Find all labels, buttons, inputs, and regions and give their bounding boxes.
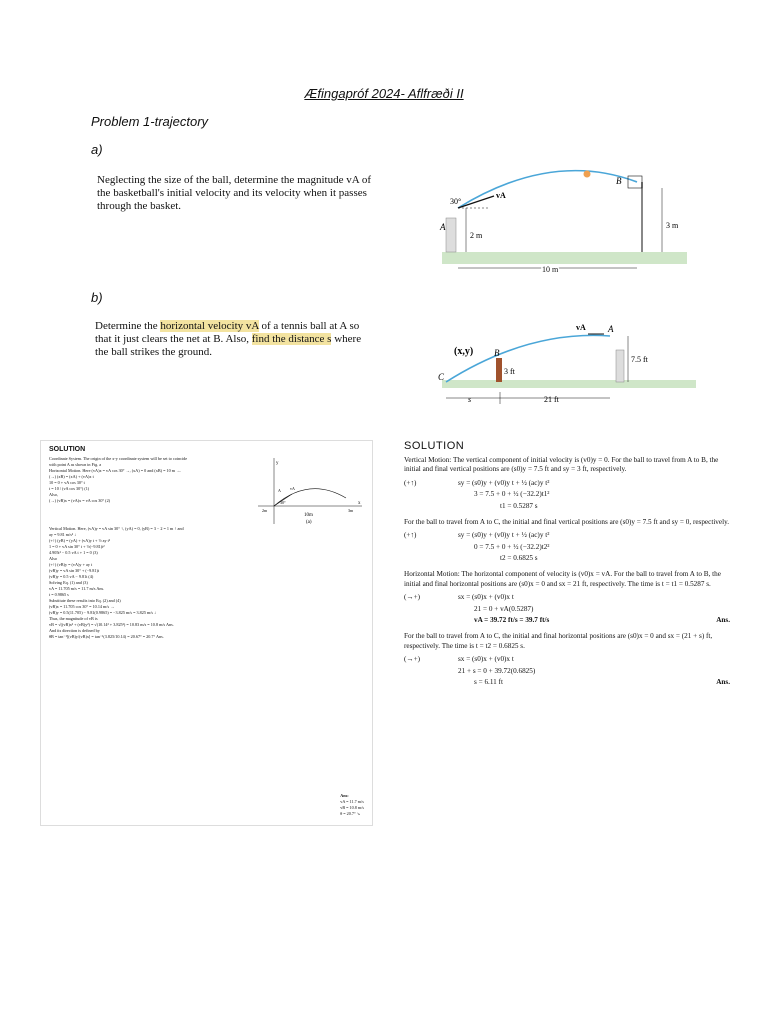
solution-b-equation: 21 = 0 + vA(0.5287) [474, 604, 534, 613]
solution-a-line: Horizontal Motion. Here (vA)x = vA cos 30° →, (xA) = 0 and (xB) = 10 m →. [49, 468, 182, 473]
s-label: s [468, 395, 472, 404]
part-b-text-pre: Determine the [95, 320, 161, 332]
net-height-label: 3 ft [504, 367, 515, 376]
fig-a-caption: (a) [306, 520, 312, 525]
fig-10m-label: 10m [304, 513, 313, 518]
answer-vb: vB = 10.8 m/s [340, 805, 364, 810]
solution-b-equation: t1 = 0.5287 s [500, 501, 538, 510]
fig-3m-label: 3m [348, 508, 354, 513]
solution-b-equation: (+↑) sy = (s0)y + (v0)y t + ½ (ac)y t² [404, 478, 550, 487]
ground [442, 380, 696, 388]
ground [442, 252, 687, 264]
solution-a-line: Vertical Motion. Here, (vA)y = vA sin 30° ↑, (yA) = 0, (yB) = 3 − 2 = 1 m ↑ and [49, 526, 184, 531]
height-b-label: 3 m [666, 221, 679, 230]
part-b-highlight-1: horizontal velocity vA [160, 320, 259, 332]
player [446, 218, 456, 252]
problem-heading: Problem 1-trajectory [91, 114, 209, 129]
va-label: vA [496, 191, 506, 200]
angle-label: 30° [450, 197, 462, 206]
solution-b-equation: (→+) sx = (s0)x + (v0)x t [404, 655, 514, 664]
part-b-highlight-2: find the distance s [251, 333, 332, 345]
part-a-label: a) [91, 142, 103, 157]
basketball-figure [432, 168, 692, 280]
height-a-label: 2 m [470, 231, 483, 240]
part-a-text: Neglecting the size of the ball, determine the magnitude vA of the basketball's initial velocity and its velocity when it passes through the basket. [97, 174, 371, 212]
solution-a-heading: SOLUTION [49, 446, 86, 453]
part-b-text-post: where the ball strikes the ground. [95, 333, 362, 358]
solution-a-line: (→) (xB) = (xA) + (vA)x t [49, 474, 94, 479]
solution-a-line: (vB)y = vA sin 30° + (−9.81)t [49, 568, 100, 573]
height-a-label: 7.5 ft [631, 355, 648, 364]
solution-a-lines [49, 456, 249, 504]
fig-2m-label: 2m [262, 508, 268, 513]
point-c-label: C [438, 372, 445, 382]
distance-label: 21 ft [544, 395, 559, 404]
part-b-text [95, 320, 365, 359]
tennis-figure [438, 320, 700, 406]
solution-a-answers [340, 793, 364, 817]
solution-b-equation: 21 + s = 0 + 39.72(0.6825) [458, 666, 536, 675]
trajectory-arc [446, 335, 610, 382]
fig-a-label: A [278, 488, 281, 493]
ans-marker: Ans. [716, 678, 730, 687]
va-label: vA [576, 323, 586, 332]
answers-heading: Ans: [340, 793, 349, 798]
fig-angle-label: 30° [280, 500, 286, 505]
solution-a-line: θB = tan⁻¹[(vB)y/(vB)x] = tan⁻¹(3.825/10.14) = 20.67° = 20.7° Ans. [49, 634, 164, 639]
solution-b-result: vA = 39.72 ft/s = 39.7 ft/s Ans. [404, 616, 742, 626]
distance-label: 10 m [542, 265, 559, 274]
fig-va-label: vA [290, 486, 295, 491]
solution-a-line: t = 0.9865 s [49, 592, 69, 597]
net [496, 358, 502, 382]
solution-a-line: And its direction is defined by [49, 628, 100, 633]
solution-b-paragraph: Vertical Motion: The vertical component of initial velocity is (v0)y = 0. For the ball to travel from A to B, the initial and final vertical positions are (s0)y = 7.5 ft and sy = 3 ft, respectively. [404, 455, 719, 474]
ball [584, 171, 591, 178]
point-a-label: A [608, 324, 614, 334]
solution-b-result: s = 6.11 ft Ans. [404, 678, 742, 688]
solution-a-figure [254, 456, 364, 526]
xy-annotation: (x,y) [454, 346, 474, 357]
player [616, 350, 624, 382]
ans-marker: Ans. [716, 616, 730, 625]
answer-va: vA = 11.7 m/s [340, 799, 364, 804]
solution-a-line: (vB)y = 0.5 vA − 9.81t (4) [49, 574, 94, 579]
solution-a-line: Substitute these results into Eq. (2) and (4) [49, 598, 121, 603]
point-b-label: B [616, 176, 622, 186]
solution-a-line: t = 10 / (vA cos 30°) (1) [49, 486, 90, 491]
answer-theta: θ = 20.7° ↘ [340, 811, 361, 816]
solution-b-paragraph: Horizontal Motion: The horizontal component of velocity is (v0)x = vA. For the ball to travel from A to B, the initial and final horizontal positions are (s0)x = 0 and sx = 21 ft, respectively. The time is t = t1 = 0.5287 s. [404, 569, 721, 588]
solution-a-line: Also [49, 556, 57, 561]
part-b-label: b) [91, 290, 103, 305]
solution-a-line: with point A as shown in Fig. a [49, 462, 102, 467]
solution-a-line: (+↑) (yB) = (yA) + (vA)y t + ½ ay t² [49, 538, 111, 543]
solution-a-line: 4.905t² − 0.5 vA t + 1 = 0 (3) [49, 550, 98, 555]
solution-b-equation: (→+) sx = (s0)x + (v0)x t [404, 593, 514, 602]
axis-x-label: x [358, 501, 361, 506]
solution-a-line: 1 = 0 + vA sin 30° t + ½(−9.81)t² [49, 544, 105, 549]
solution-b-panel [398, 436, 742, 816]
trajectory-arc [458, 171, 637, 208]
part-b-text-mid: of a tennis ball at A so that it just clears the net at B. Also, [95, 320, 360, 345]
solution-a-line: vA = 11.705 m/s = 11.7 m/s Ans. [49, 586, 105, 591]
solution-a-line: Also, [49, 492, 58, 497]
solution-a-panel [40, 440, 373, 826]
point-b-label: B [494, 348, 500, 358]
solution-b-paragraph: For the ball to travel from A to C, the initial and final vertical positions are (s0)y = 7.5 ft and sy = 0, respectively. [404, 517, 730, 526]
solution-b-equation: t2 = 0.6825 s [500, 554, 538, 563]
solution-a-line: (vB)y = 0.5(11.705) − 9.81(0.9865) = −3.825 m/s = 3.825 m/s ↓ [49, 610, 157, 615]
point-a-label: A [440, 222, 446, 232]
solution-b-equation: 3 = 7.5 + 0 + ½ (−32.2)t1² [474, 490, 550, 499]
solution-b-heading: SOLUTION [404, 440, 465, 452]
solution-a-line: Thus, the magnitude of vB is [49, 616, 98, 621]
solution-a-line: ay = 9.81 m/s² ↓ [49, 532, 77, 537]
solution-a-line: (vB)x = 11.705 cos 30° = 10.14 m/s → [49, 604, 115, 609]
solution-a-line: vB = √((vB)x² + (vB)y²) = √(10.14² + 3.825²) = 10.83 m/s = 10.8 m/s Ans. [49, 622, 174, 627]
solution-a-line: Solving Eq. (1) and (3) [49, 580, 88, 585]
solution-a-line: (+↑) (vB)y = (vA)y + ay t [49, 562, 93, 567]
solution-a-line: Coordinate System. The origin of the x-y coordinate system will be set to coincide [49, 456, 188, 461]
solution-b-paragraph: For the ball to travel from A to C, the initial and final horizontal positions are (s0)x = 0 and sx = (21 + s) ft, respectively. The time is t = t2 = 0.6825 s. [404, 631, 713, 650]
axis-y-label: y [276, 461, 279, 466]
solution-a-line: (→) (vB)x = (vA)x = vA cos 30° (2) [49, 498, 111, 503]
solution-b-equation: (+↑) sy = (s0)y + (v0)y t + ½ (ac)y t² [404, 531, 550, 540]
page-title: Æfingapróf 2024- Aflfræði II [304, 86, 464, 101]
solution-b-equation: 0 = 7.5 + 0 + ½ (−32.2)t2² [474, 542, 550, 551]
solution-a-line: 10 = 0 + vA cos 30° t [49, 480, 85, 485]
